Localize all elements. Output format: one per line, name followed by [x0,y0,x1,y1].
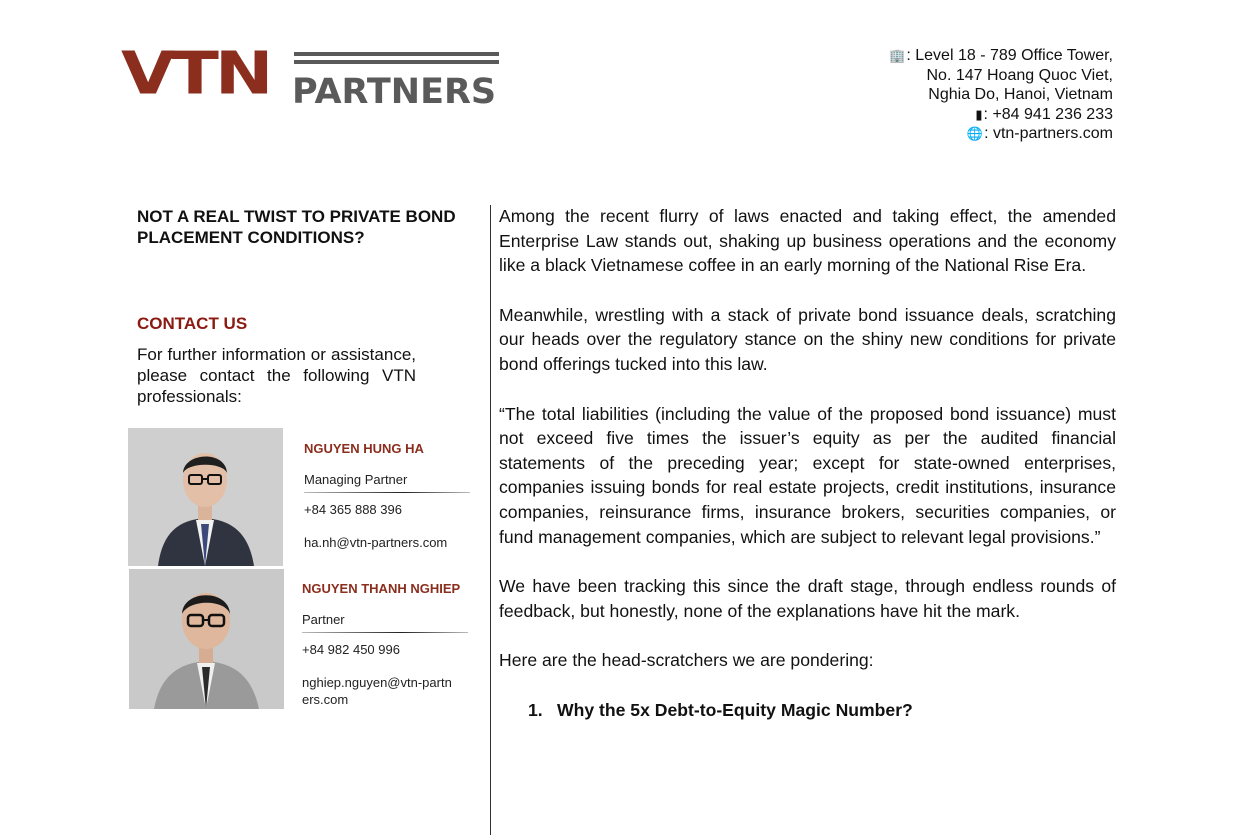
website-line[interactable]: 🌐: vtn-partners.com [966,125,1113,142]
numbered-item-1 [528,698,1116,722]
article-title: NOT A REAL TWIST TO PRIVATE BOND PLACEMENT CONDITIONS? [137,207,456,247]
person-phone[interactable]: +84 982 450 996 [302,642,400,657]
column-divider [490,205,491,835]
person-name: NGUYEN THANH NGHIEP [302,581,461,596]
company-logo [121,38,501,112]
person-role: Partner [302,612,345,627]
portrait-photo-1 [128,428,283,566]
portrait-photo-2 [129,569,284,709]
logo-partners-text: PARTNERS [292,72,497,112]
paragraph: Meanwhile, wrestling with a stack of private bond issuance deals, scratching our heads over the regulatory stance on the shiny new conditions for private bond offerings tucked into this law. [499,304,1116,374]
address-line-3: Nghia Do, Hanoi, Vietnam [928,86,1113,103]
person-name: NGUYEN HUNG HA [304,441,424,456]
paragraph: We have been tracking this since the draft stage, through endless rounds of feedback, but honestly, none of the explanations have hit the mark. [499,576,1116,621]
list-number: 1. [528,699,543,720]
paragraph: Here are the head-scratchers we are pondering: [499,650,874,671]
header-contact [889,46,1113,144]
person-email[interactable]: ha.nh@vtn-partners.com [304,535,448,550]
list-item-text: Why the 5x Debt-to-Equity Magic Number? [557,699,913,720]
paragraph-quote: “The total liabilities (including the value of the proposed bond issuance) must not exceed five times the issuer’s equity as per the audited financial statements of the preceding year; except for state-owned enterprises, companies issuing bonds for real estate projects, credit institutions, insurance companies, reinsurance firms, insurance brokers, securities companies, or fund management companies, which are subject to relevant legal provisions.” [499,403,1116,547]
logo-vtn-text: VTN [121,38,270,108]
contact-person-2 [302,581,477,708]
address-line-1: 🏢: Level 18 - 789 Office Tower, [889,47,1113,64]
divider [304,492,470,493]
person-phone[interactable]: +84 365 888 396 [304,502,402,517]
phone-icon: ▮ [975,106,983,122]
building-icon: 🏢 [889,48,906,63]
person-role: Managing Partner [304,472,408,487]
divider [302,632,468,633]
address-line-2: No. 147 Hoang Quoc Viet, [926,66,1113,84]
phone-line: ▮: +84 941 236 233 [975,105,1113,123]
person-email[interactable]: nghiep.nguyen@vtn-partners.com [302,675,452,707]
contact-intro: For further information or assistance, please contact the following VTN professionals: [137,345,416,406]
article-body [499,204,1116,722]
globe-icon: 🌐 [966,126,984,141]
contact-heading: CONTACT US [137,314,248,333]
contact-person-1 [304,441,479,551]
paragraph: Among the recent flurry of laws enacted and taking effect, the amended Enterprise Law stands out, shaking up business operations and the economy like a black Vietnamese coffee in an early morning of the National Rise Era. [499,206,1116,276]
logo-lines [294,52,499,68]
